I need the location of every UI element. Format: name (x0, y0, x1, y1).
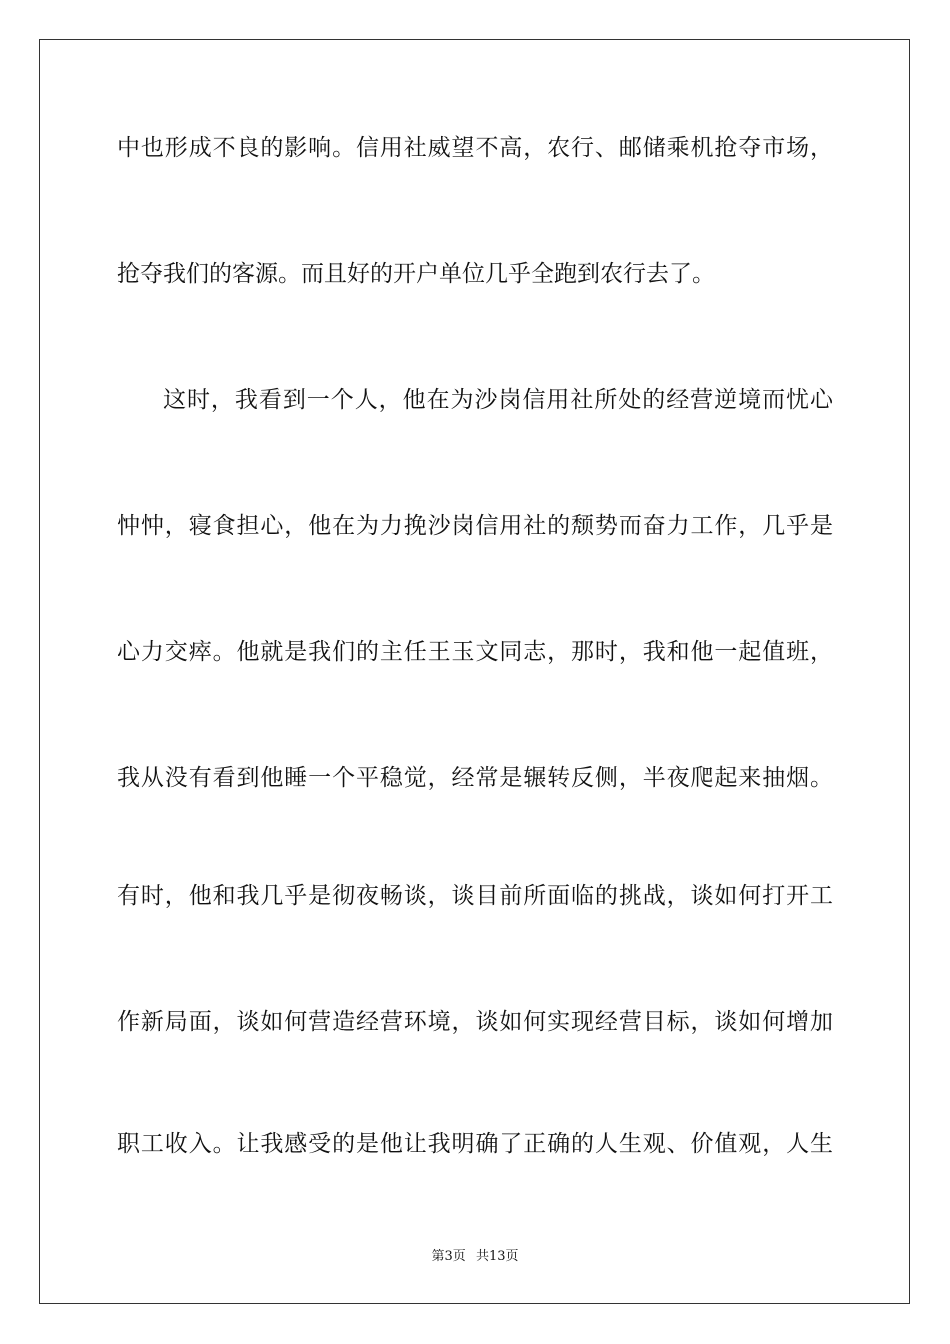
paragraph-line: 中也形成不良的影响。信用社威望不高，农行、邮储乘机抢夺市场， (117, 135, 833, 161)
paragraph-line: 我从没有看到他睡一个平稳觉，经常是辗转反侧，半夜爬起来抽烟。 (117, 765, 833, 791)
paragraph-line: 有时，他和我几乎是彻夜畅谈，谈目前所面临的挑战，谈如何打开工 (117, 883, 833, 909)
paragraph-line: 这时，我看到一个人，他在为沙岗信用社所处的经营逆境而忧心 (163, 387, 833, 413)
paragraph-line: 忡忡，寝食担心，他在为力挽沙岗信用社的颓势而奋力工作，几乎是 (117, 513, 833, 539)
page-footer (0, 1248, 950, 1266)
paragraph-line: 心力交瘁。他就是我们的主任王玉文同志，那时，我和他一起值班， (117, 639, 833, 665)
paragraph-line: 抢夺我们的客源。而且好的开户单位几乎全跑到农行去了。 (117, 261, 715, 287)
page-number: 第3页 (431, 1249, 466, 1264)
paragraph-line: 职工收入。让我感受的是他让我明确了正确的人生观、价值观，人生 (117, 1131, 833, 1157)
page-border (39, 39, 910, 1304)
total-pages: 共13页 (475, 1249, 519, 1264)
paragraph-line: 作新局面，谈如何营造经营环境，谈如何实现经营目标，谈如何增加 (117, 1009, 833, 1035)
